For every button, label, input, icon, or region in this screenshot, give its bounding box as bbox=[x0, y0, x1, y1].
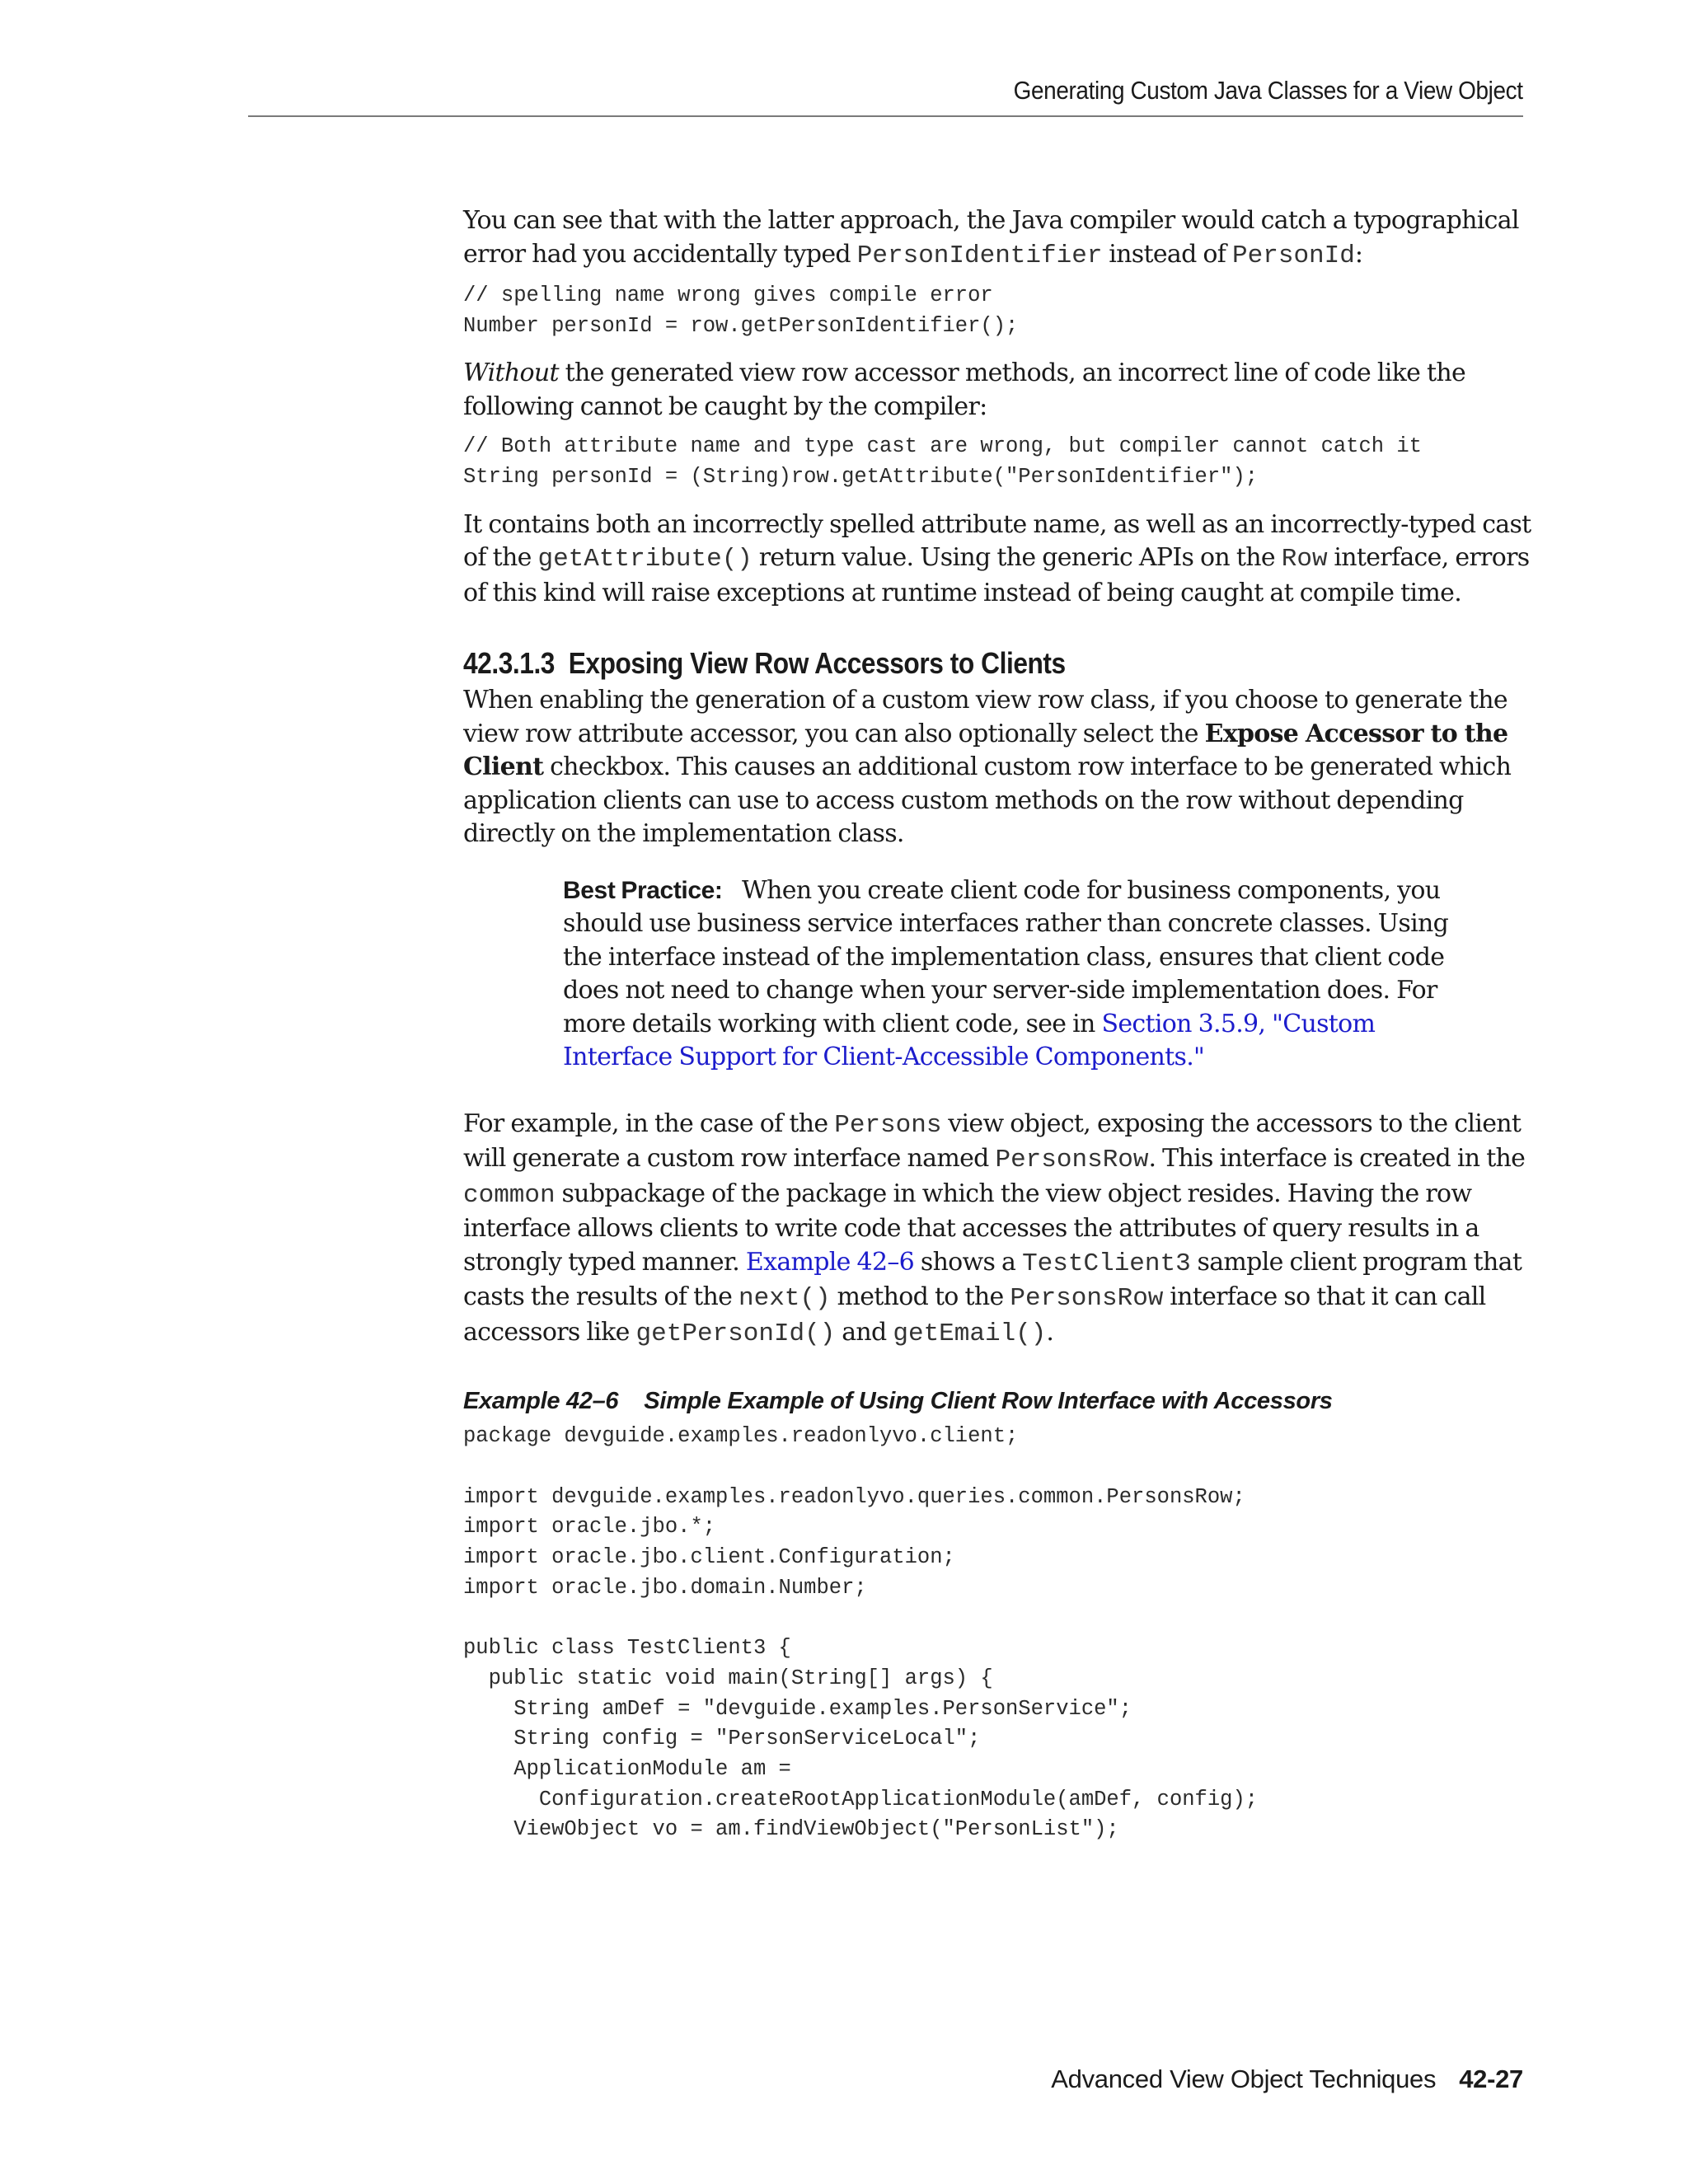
example-paragraph: For example, in the case of the Persons view object, exposing the accessors to the client will generate a custom row interface named PersonsRow. This interface is created in the common subpackage of the package in which the view object resides. Having the row interface allows clients to write code that accesses the attributes of query results in a strongly typed manner. Example 42–6 shows a TestClient3 sample client program that casts the results of the next() method to the PersonsRow interface so that it can call accessors like getPersonId() and getEmail(). bbox=[463, 1108, 1526, 1348]
inline-code: PersonId bbox=[1232, 241, 1355, 270]
page-number: 42-27 bbox=[1459, 2064, 1523, 2093]
header-rule bbox=[248, 115, 1523, 117]
section-3-5-9-link[interactable]: Section 3.5.9, "Custom Interface Support for Client-Accessible Components." bbox=[563, 1009, 1376, 1072]
footer-chapter-title: Advanced View Object Techniques bbox=[1051, 2064, 1437, 2093]
example-42-6-link[interactable]: Example 42–6 bbox=[745, 1247, 915, 1277]
best-practice-label: Best Practice: bbox=[563, 876, 723, 904]
example-caption: Example 42–6 Simple Example of Using Client Row Interface with Accessors bbox=[463, 1388, 1333, 1415]
inline-code: PersonIdentifier bbox=[856, 241, 1103, 270]
best-practice-note: Best Practice: When you create client code for business components, you should use business service interfaces rather than concrete classes. Using the interface instead of the implementation class, ensures that client code does not need to change when your server-side implementation does. For more details working with client code, see in Section 3.5.9, "Custom Interface Support for Client-Accessible Components." bbox=[563, 875, 1449, 1072]
inline-code: Row bbox=[1281, 545, 1328, 574]
code-block-compile-error: // spelling name wrong gives compile error Number personId = row.getPersonIdentifier(); bbox=[463, 284, 1019, 338]
code-block-runtime-error: // Both attribute name and type cast are wrong, but compiler cannot catch it String personId = (String)row.getAttribute("PersonIdentifier"); bbox=[463, 434, 1422, 490]
page-footer bbox=[1051, 2064, 1523, 2094]
inline-code: getAttribute() bbox=[537, 545, 753, 574]
section-heading: 42.3.1.3 Exposing View Row Accessors to Clients bbox=[463, 646, 1066, 681]
main-content bbox=[463, 204, 1535, 1845]
code-block-testclient3: package devguide.examples.readonlyvo.client; import devguide.examples.readonlyvo.queries.common.PersonsRow; import oracle.jbo.*; import oracle.jbo.client.Configuration; import oracle.jbo.domain.Number; public class TestClient3 { public static void main(String[] args) { String amDef = "devguide.examples.PersonService"; String config = "PersonServiceLocal"; ApplicationModule am = Configuration.createRootApplicationModule(amDef, config); ViewObject vo = am.findViewObject("PersonList"); bbox=[463, 1424, 1259, 1842]
contains-paragraph: It contains both an incorrectly spelled attribute name, as well as an incorrectly-typed cast of the getAttribute() return value. Using the generic APIs on the Row interface, errors of this kind will raise exceptions at runtime instead of being caught at compile time. bbox=[463, 509, 1531, 607]
section-paragraph: When enabling the generation of a custom view row class, if you choose to generate the view row attribute accessor, you can also optionally select the Expose Accessor to the Client checkbox. This causes an additional custom row interface to be generated which application clients can use to access custom methods on the row without depending directly on the implementation class. bbox=[463, 686, 1512, 849]
without-paragraph: Without the generated view row accessor methods, an incorrect line of code like the following cannot be caught by the compiler: bbox=[463, 359, 1466, 421]
running-header: Generating Custom Java Classes for a View Object bbox=[1014, 76, 1523, 105]
intro-paragraph: You can see that with the latter approach, the Java compiler would catch a typographical error had you accidentally typed PersonIdentifier instead of PersonId: bbox=[463, 206, 1519, 270]
